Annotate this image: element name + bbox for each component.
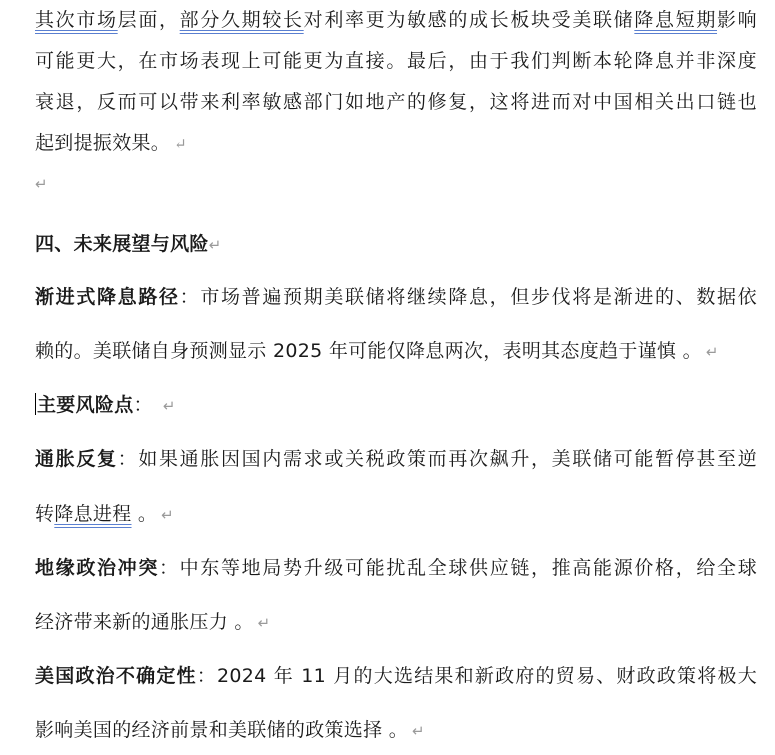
text-run: ：市场普遍预期美联储将继续降息，但步伐将是渐进的、数据依 — [179, 286, 757, 308]
text-run: ： — [133, 394, 153, 416]
text-run: 部分久期较长 — [179, 9, 304, 31]
empty-paragraph — [35, 172, 757, 194]
text-run: 降息进程 — [54, 503, 132, 525]
text-run: 赖的。美联储自身预测显示 2025 年可能仅降息两次，表明其态度趋于谨慎 。 — [35, 340, 702, 362]
paragraph-line — [35, 499, 757, 526]
text-run: ：中东等地局势升级可能扰乱全球供应链，推高能源价格，给全球 — [159, 557, 757, 579]
paragraph-line — [35, 282, 757, 309]
text-run: 起到提振效果。 — [35, 132, 171, 154]
bold-term: 渐进式降息路径 — [35, 286, 180, 308]
paragraph-mark-icon: ↵ — [162, 397, 176, 415]
text-run: 对利率更为敏感的成长板块受美联储 — [303, 9, 635, 31]
paragraph-line — [35, 661, 757, 688]
text-run: ：如果通胀因国内需求或关税政策而再次飙升，美联储可能暂停甚至逆 — [117, 448, 757, 470]
bold-term: 地缘政治冲突 — [35, 557, 160, 579]
section-heading — [35, 229, 757, 256]
text-run: ：2024 年 11 月的大选结果和新政府的贸易、财政政策将极大 — [196, 665, 758, 687]
paragraph-line — [35, 444, 757, 471]
paragraph-mark-icon: ↵ — [705, 343, 719, 361]
bold-term: 美国政治不确定性 — [35, 665, 197, 687]
text-run: 转 — [35, 503, 55, 525]
text-cursor — [35, 393, 36, 415]
paragraph-line — [35, 336, 757, 363]
paragraph-mark-icon: ↵ — [174, 135, 187, 153]
paragraph-line: 衰退，反而可以带来利率敏感部门如地产的修复，这将进而对中国相关出口链也 — [35, 91, 757, 113]
paragraph-line: 可能更大，在市场表现上可能更为直接。最后，由于我们判断本轮降息并非深度 — [35, 50, 757, 72]
paragraph-mark-icon: ↵ — [412, 722, 425, 740]
text-run: 降息短期 — [634, 9, 718, 31]
paragraph-mark-icon: ↵ — [208, 236, 222, 254]
bold-term: 主要风险点 — [37, 394, 134, 416]
paragraph-line — [35, 128, 757, 155]
bold-term: 通胀反复 — [35, 448, 118, 470]
paragraph-line — [35, 715, 757, 742]
text-run: 其次市场 — [35, 9, 118, 31]
text-run: 经济带来新的通胀压力 。 — [35, 611, 254, 633]
text-run: 。 — [131, 503, 158, 525]
paragraph-line — [35, 390, 757, 417]
text-run: 影响 — [717, 9, 757, 31]
paragraph-mark-icon: ↵ — [257, 614, 271, 632]
paragraph-line — [35, 607, 757, 634]
heading-text: 四、未来展望与风险 — [35, 233, 209, 255]
paragraph-line — [35, 5, 757, 32]
paragraph-line — [35, 553, 757, 580]
paragraph-mark-icon: ↵ — [161, 506, 175, 524]
text-run: 影响美国的经济前景和美联储的政策选择 。 — [35, 719, 409, 741]
paragraph-mark-icon: ↵ — [35, 175, 48, 193]
text-run: 层面， — [117, 9, 180, 31]
